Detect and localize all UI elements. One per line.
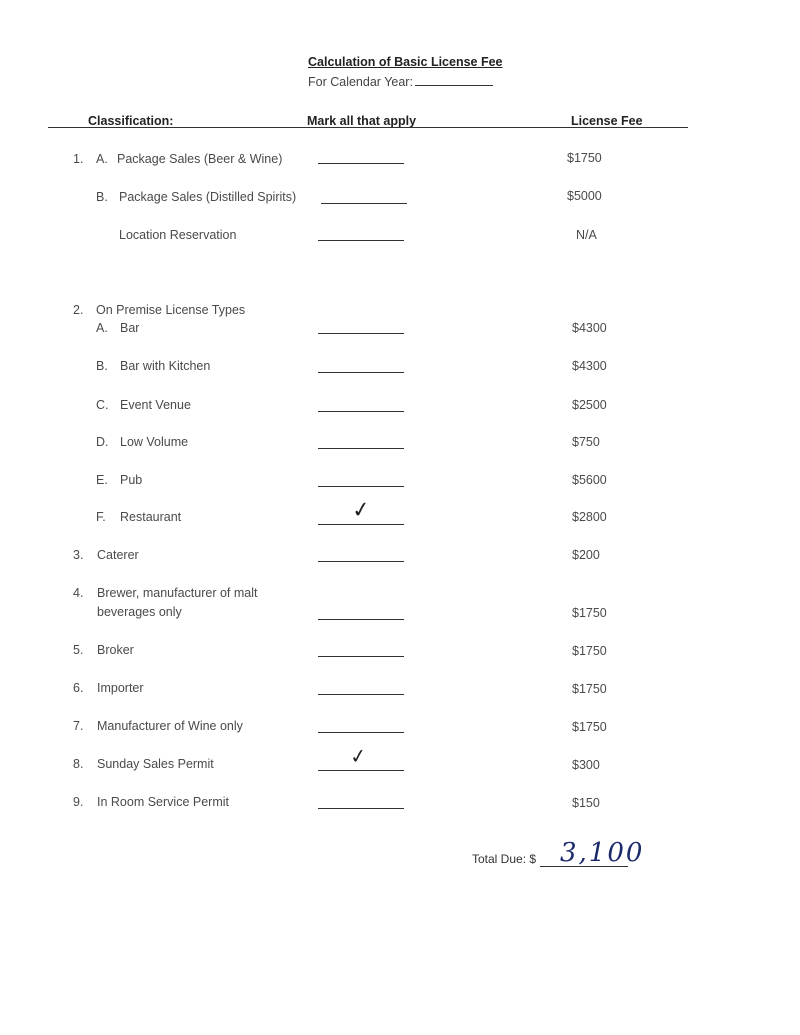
mark-line[interactable] [318, 372, 404, 373]
row-fee: $1750 [572, 644, 607, 658]
row-label: Event Venue [120, 398, 191, 412]
row-number: 9. [73, 795, 84, 809]
mark-line[interactable] [318, 619, 404, 620]
mark-header: Mark all that apply [307, 114, 417, 128]
row-label: Importer [97, 681, 144, 695]
row-number: 5. [73, 643, 84, 657]
row-label: Brewer, manufacturer of malt [97, 586, 258, 600]
row-number: 8. [73, 757, 84, 771]
row-label-continued: beverages only [97, 605, 182, 619]
row-letter: A. [96, 152, 108, 166]
mark-line[interactable] [318, 163, 404, 164]
mark-line[interactable] [318, 694, 404, 695]
row-label: Location Reservation [119, 228, 237, 242]
row-letter: D. [96, 435, 109, 449]
row-fee: $1750 [572, 606, 607, 620]
row-fee: $150 [572, 796, 600, 810]
row-number: 6. [73, 681, 84, 695]
row-number: 4. [73, 586, 84, 600]
mark-line[interactable] [318, 240, 404, 241]
row-number: 2. [73, 303, 84, 317]
row-fee: $750 [572, 435, 600, 449]
row-label: Sunday Sales Permit [97, 757, 214, 771]
row-fee: $4300 [572, 359, 607, 373]
row-fee: $1750 [572, 720, 607, 734]
row-label: Caterer [97, 548, 139, 562]
section-label: On Premise License Types [96, 303, 246, 317]
check-mark-icon: ✓ [350, 496, 373, 525]
form-title: Calculation of Basic License Fee [308, 55, 503, 69]
row-fee: $1750 [567, 151, 602, 165]
row-label: Restaurant [120, 510, 182, 524]
mark-line[interactable] [318, 732, 404, 733]
row-letter: F. [96, 510, 106, 524]
row-fee: $200 [572, 548, 600, 562]
mark-line[interactable] [318, 808, 404, 809]
mark-line[interactable] [321, 203, 407, 204]
row-fee: N/A [576, 228, 597, 242]
row-label: Manufacturer of Wine only [97, 719, 243, 733]
row-label: Low Volume [120, 435, 189, 449]
row-fee: $5600 [572, 473, 607, 487]
mark-line[interactable] [318, 448, 404, 449]
row-label: Broker [97, 643, 134, 657]
total-due-label: Total Due: $ [472, 852, 537, 866]
row-label: Package Sales (Distilled Spirits) [119, 190, 297, 204]
row-fee: $300 [572, 758, 600, 772]
row-number: 3. [73, 548, 84, 562]
row-fee: $1750 [572, 682, 607, 696]
mark-line[interactable] [318, 524, 404, 525]
row-letter: C. [96, 398, 109, 412]
fee-header: License Fee [571, 114, 643, 128]
calendar-year-field[interactable] [308, 75, 493, 89]
row-label: Bar [120, 321, 140, 335]
row-fee: $5000 [567, 189, 602, 203]
mark-line[interactable] [318, 333, 404, 334]
header-rule [48, 127, 688, 128]
row-letter: B. [96, 359, 108, 373]
row-fee: $4300 [572, 321, 607, 335]
row-fee: $2800 [572, 510, 607, 524]
row-number: 7. [73, 719, 84, 733]
row-letter: A. [96, 321, 108, 335]
row-label: Package Sales (Beer & Wine) [117, 152, 283, 166]
calendar-year-blank[interactable] [415, 75, 493, 86]
total-due-value: 3,100 [560, 838, 645, 868]
row-label: Bar with Kitchen [120, 359, 211, 373]
check-mark-icon: ✓ [348, 742, 369, 770]
mark-line[interactable] [318, 656, 404, 657]
classification-header: Classification: [88, 114, 174, 128]
calendar-year-label: For Calendar Year: [308, 75, 413, 89]
row-number: 1. [73, 152, 84, 166]
mark-line[interactable] [318, 486, 404, 487]
mark-line[interactable] [318, 561, 404, 562]
row-letter: B. [96, 190, 108, 204]
mark-line[interactable] [318, 411, 404, 412]
row-label: In Room Service Permit [97, 795, 229, 809]
row-letter: E. [96, 473, 108, 487]
mark-line[interactable] [318, 770, 404, 771]
row-label: Pub [120, 473, 143, 487]
row-fee: $2500 [572, 398, 607, 412]
